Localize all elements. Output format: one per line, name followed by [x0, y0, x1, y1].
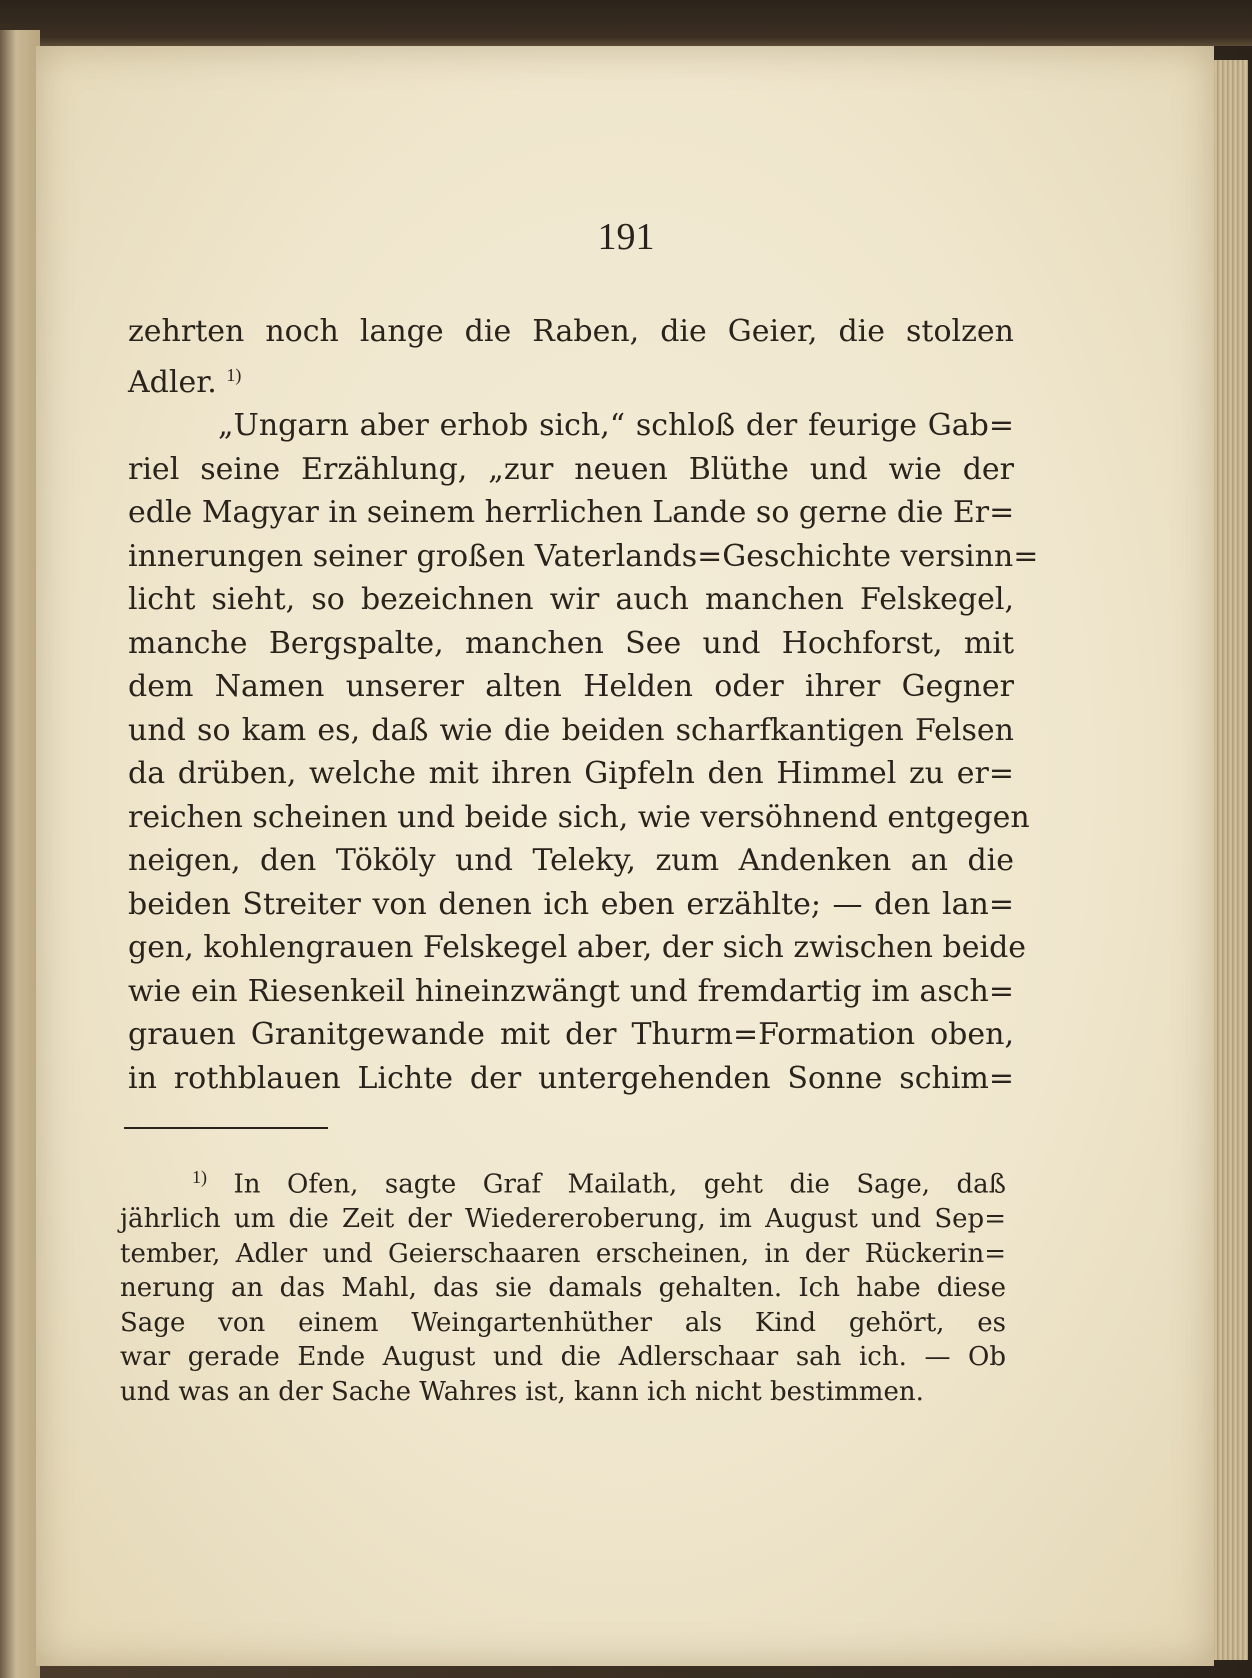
body-line: grauen Granitgewande mit der Thurm=Formation oben, [128, 1017, 1014, 1052]
footnote-reference[interactable]: 1) [226, 364, 242, 385]
footnote-separator-rule [124, 1127, 328, 1129]
body-line: innerungen seiner großen Vaterlands=Geschichte versinn= [128, 538, 1039, 574]
footnote-line [120, 1160, 1006, 1202]
body-line: neigen, den Tököly und Teleky, zum Andenken an die [128, 843, 1014, 878]
page-number: 191 [597, 216, 655, 258]
footnote-line: jährlich um die Zeit der Wiedereroberung, im August und Sep= [120, 1204, 1006, 1235]
body-line: manche Bergspalte, manchen See und Hochforst, mit [128, 625, 1014, 661]
body-line: gen, kohlengrauen Felskegel aber, der sich zwischen beide [128, 930, 1027, 965]
body-line: „Ungarn aber erhob sich,“ schloß der feurige Gab= [218, 408, 1014, 443]
body-line: da drüben, welche mit ihren Gipfeln den Himmel zu er= [128, 756, 1014, 791]
footnote-line: nerung an das Mahl, das sie damals gehalten. Ich habe diese [120, 1273, 1006, 1304]
footnote-marker: 1) [192, 1167, 207, 1187]
body-line: reichen scheinen und beide sich, wie versöhnend entgegen [128, 799, 1030, 835]
body-text [128, 310, 1039, 1100]
body-line: licht sieht, so bezeichnen wir auch manchen Felskegel, [128, 582, 1014, 617]
body-line: wie ein Riesenkeil hineinzwängt und fremdartig im asch= [128, 973, 1014, 1009]
body-line: dem Namen unserer alten Helden oder ihrer Gegner [128, 669, 1014, 704]
book-cover-top-edge [0, 0, 1252, 46]
body-line: zehrten noch lange die Raben, die Geier, die stolzen [128, 314, 1014, 349]
footnote-line: war gerade Ende August und die Adlerschaar sah ich. — Ob [120, 1342, 1006, 1373]
page-stack-edge [1208, 60, 1248, 1660]
footnote-line-text: In Ofen, sagte Graf Mailath, geht die Sage, daß [233, 1169, 1007, 1200]
body-line: riel seine Erzählung, „zur neuen Blüthe und wie der [128, 451, 1014, 487]
footnote-line: Sage von einem Weingartenhüther als Kind gehört, es [120, 1307, 1006, 1338]
body-line: edle Magyar in seinem herrlichen Lande so gerne die Er= [128, 495, 1015, 530]
body-line [128, 354, 1014, 405]
footnote-line: tember, Adler und Geierschaaren erscheinen, in der Rückerin= [120, 1238, 1006, 1269]
body-line: beiden Streiter von denen ich eben erzählte; — den lan= [128, 886, 1014, 922]
footnote-line: und was an der Sache Wahres ist, kann ich nicht bestimmen. [120, 1376, 924, 1407]
book-binding-left [0, 30, 40, 1678]
footnote [120, 1160, 1006, 1409]
body-line: und so kam es, daß wie die beiden scharfkantigen Felsen [128, 712, 1014, 748]
body-line-text: Adler. [128, 364, 217, 400]
body-line: in rothblauen Lichte der untergehenden Sonne schim= [128, 1060, 1014, 1096]
